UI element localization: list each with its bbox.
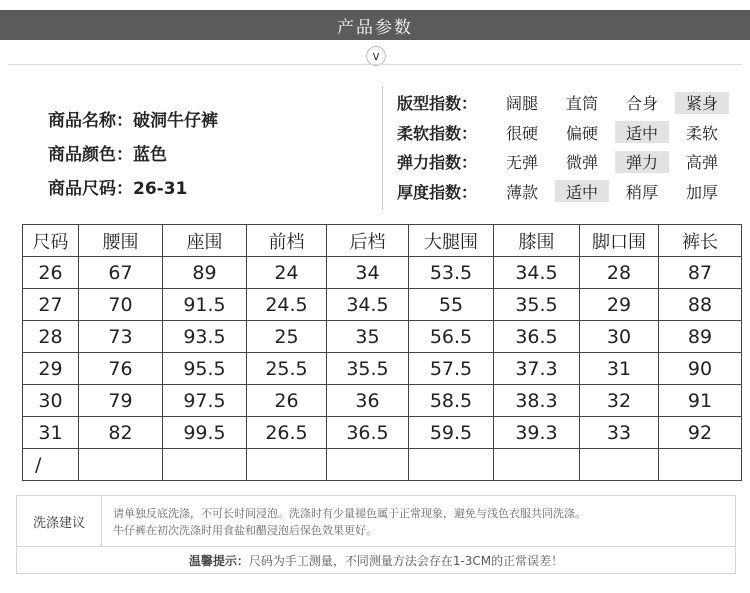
product-name-row: [48, 104, 218, 138]
table-cell: 32: [580, 385, 659, 417]
vertical-divider: [382, 86, 383, 210]
index-panel: [397, 88, 735, 206]
product-name-label: 商品名称：: [48, 111, 133, 131]
table-row: [23, 449, 742, 481]
table-cell: 89: [163, 257, 247, 289]
index-row-fit: [397, 88, 735, 118]
table-cell: 53.5: [409, 257, 494, 289]
table-cell: 30: [580, 321, 659, 353]
product-color-label: 商品颜色：: [48, 145, 133, 165]
table-header-cell: 大腿围: [409, 225, 494, 257]
table-cell: [580, 449, 659, 481]
table-header-cell: 裤长: [659, 225, 742, 257]
table-row: [23, 353, 742, 385]
index-option: 高弹: [685, 153, 718, 173]
table-cell: 34.5: [494, 257, 580, 289]
product-size-row: [48, 172, 218, 206]
table-cell: 35: [327, 321, 409, 353]
table-cell: 35.5: [327, 353, 409, 385]
table-cell: 89: [659, 321, 742, 353]
wash-advice-box: [16, 495, 736, 547]
table-row: [23, 417, 742, 449]
table-row: [23, 385, 742, 417]
table-cell: 99.5: [163, 417, 247, 449]
index-option: 微弹: [565, 153, 598, 173]
table-cell: 36.5: [327, 417, 409, 449]
index-option: 柔软: [685, 123, 718, 143]
index-row-thickness: [397, 177, 735, 207]
table-cell: 25: [247, 321, 327, 353]
size-table: [22, 224, 742, 481]
index-option: 适中: [615, 121, 669, 143]
table-cell: 28: [23, 321, 79, 353]
index-option: 加厚: [685, 182, 718, 202]
index-label: 柔软指数：: [397, 123, 478, 143]
product-size-value: 26-31: [133, 179, 188, 199]
table-header-cell: 脚口围: [580, 225, 659, 257]
table-cell: 73: [79, 321, 163, 353]
wash-advice-line: 牛仔裤在初次洗涤时用食盐和醋浸泡后保色效果更好。: [113, 524, 377, 537]
table-cell: 31: [23, 417, 79, 449]
section-banner: [0, 10, 750, 40]
table-cell: 27: [23, 289, 79, 321]
table-row: [23, 289, 742, 321]
table-cell: 34: [327, 257, 409, 289]
table-cell: 36: [327, 385, 409, 417]
table-cell: 36.5: [494, 321, 580, 353]
table-cell: 95.5: [163, 353, 247, 385]
index-row-stretch: [397, 147, 735, 177]
table-cell: 88: [659, 289, 742, 321]
index-option: 很硬: [505, 123, 538, 143]
table-cell: 90: [659, 353, 742, 385]
product-color-value: 蓝色: [133, 145, 167, 165]
table-cell: 38.3: [494, 385, 580, 417]
index-option: 偏硬: [565, 123, 598, 143]
table-cell: 55: [409, 289, 494, 321]
table-cell: 28: [580, 257, 659, 289]
table-row: [23, 257, 742, 289]
table-cell: 82: [79, 417, 163, 449]
index-label: 厚度指数：: [397, 182, 478, 202]
index-option: 稍厚: [625, 182, 658, 202]
table-cell: [79, 449, 163, 481]
product-size-label: 商品尺码：: [48, 179, 133, 199]
index-option: 无弹: [505, 153, 538, 173]
table-cell: 29: [23, 353, 79, 385]
notice-text: 尺码为手工测量，不同测量方法会存在1-3CM的正常误差！: [248, 553, 564, 568]
table-cell: 57.5: [409, 353, 494, 385]
wash-advice-line: 请单独反底洗涤，不可长时间浸泡。洗涤时有少量褪色属于正常现象，避免与浅色衣服共同洗涤。: [113, 507, 586, 520]
table-row: [23, 321, 742, 353]
table-cell: 26: [23, 257, 79, 289]
table-cell: 76: [79, 353, 163, 385]
index-option: 直筒: [565, 94, 598, 114]
table-cell: 70: [79, 289, 163, 321]
index-row-softness: [397, 118, 735, 148]
table-cell: 97.5: [163, 385, 247, 417]
table-cell: [659, 449, 742, 481]
index-option: 弹力: [615, 151, 669, 173]
index-label: 弹力指数：: [397, 153, 478, 173]
table-cell: 37.3: [494, 353, 580, 385]
table-cell: 30: [23, 385, 79, 417]
notice-label: 温馨提示：: [188, 553, 249, 568]
table-cell: [163, 449, 247, 481]
table-cell: 59.5: [409, 417, 494, 449]
table-cell: 87: [659, 257, 742, 289]
table-header-cell: 膝围: [494, 225, 580, 257]
notice-box: [16, 546, 736, 574]
table-cell: 26: [247, 385, 327, 417]
table-header-cell: 尺码: [23, 225, 79, 257]
table-cell: 25.5: [247, 353, 327, 385]
table-cell: 92: [659, 417, 742, 449]
table-cell: 34.5: [327, 289, 409, 321]
section-title: 产品参数: [337, 17, 413, 38]
index-option: 薄款: [505, 182, 538, 202]
product-color-row: [48, 138, 218, 172]
index-option: 适中: [555, 180, 609, 202]
table-cell: 24: [247, 257, 327, 289]
table-cell: 24.5: [247, 289, 327, 321]
table-cell: 79: [79, 385, 163, 417]
table-header-cell: 后档: [327, 225, 409, 257]
table-cell: 67: [79, 257, 163, 289]
table-header-cell: 座围: [163, 225, 247, 257]
table-cell: 58.5: [409, 385, 494, 417]
table-cell: 56.5: [409, 321, 494, 353]
table-cell: [247, 449, 327, 481]
index-option: 合身: [625, 94, 658, 114]
table-cell: 31: [580, 353, 659, 385]
table-header-row: [23, 225, 742, 257]
table-cell: 93.5: [163, 321, 247, 353]
wash-advice-label: 洗涤建议: [17, 496, 102, 546]
table-cell: 91.5: [163, 289, 247, 321]
table-header-cell: 腰围: [79, 225, 163, 257]
table-cell: /: [23, 449, 79, 481]
table-cell: 39.3: [494, 417, 580, 449]
table-header-cell: 前档: [247, 225, 327, 257]
table-cell: 26.5: [247, 417, 327, 449]
table-cell: 35.5: [494, 289, 580, 321]
index-option: 阔腿: [505, 94, 538, 114]
table-cell: 91: [659, 385, 742, 417]
basic-info: [48, 104, 218, 206]
product-name-value: 破洞牛仔裤: [133, 111, 218, 131]
table-cell: [494, 449, 580, 481]
table-cell: [327, 449, 409, 481]
index-label: 版型指数：: [397, 94, 478, 114]
wash-advice-text: [113, 505, 586, 539]
chevron-down-icon: v: [366, 46, 386, 66]
index-option: 紧身: [675, 92, 729, 114]
divider: [8, 64, 742, 65]
table-cell: [409, 449, 494, 481]
table-cell: 33: [580, 417, 659, 449]
table-cell: 29: [580, 289, 659, 321]
